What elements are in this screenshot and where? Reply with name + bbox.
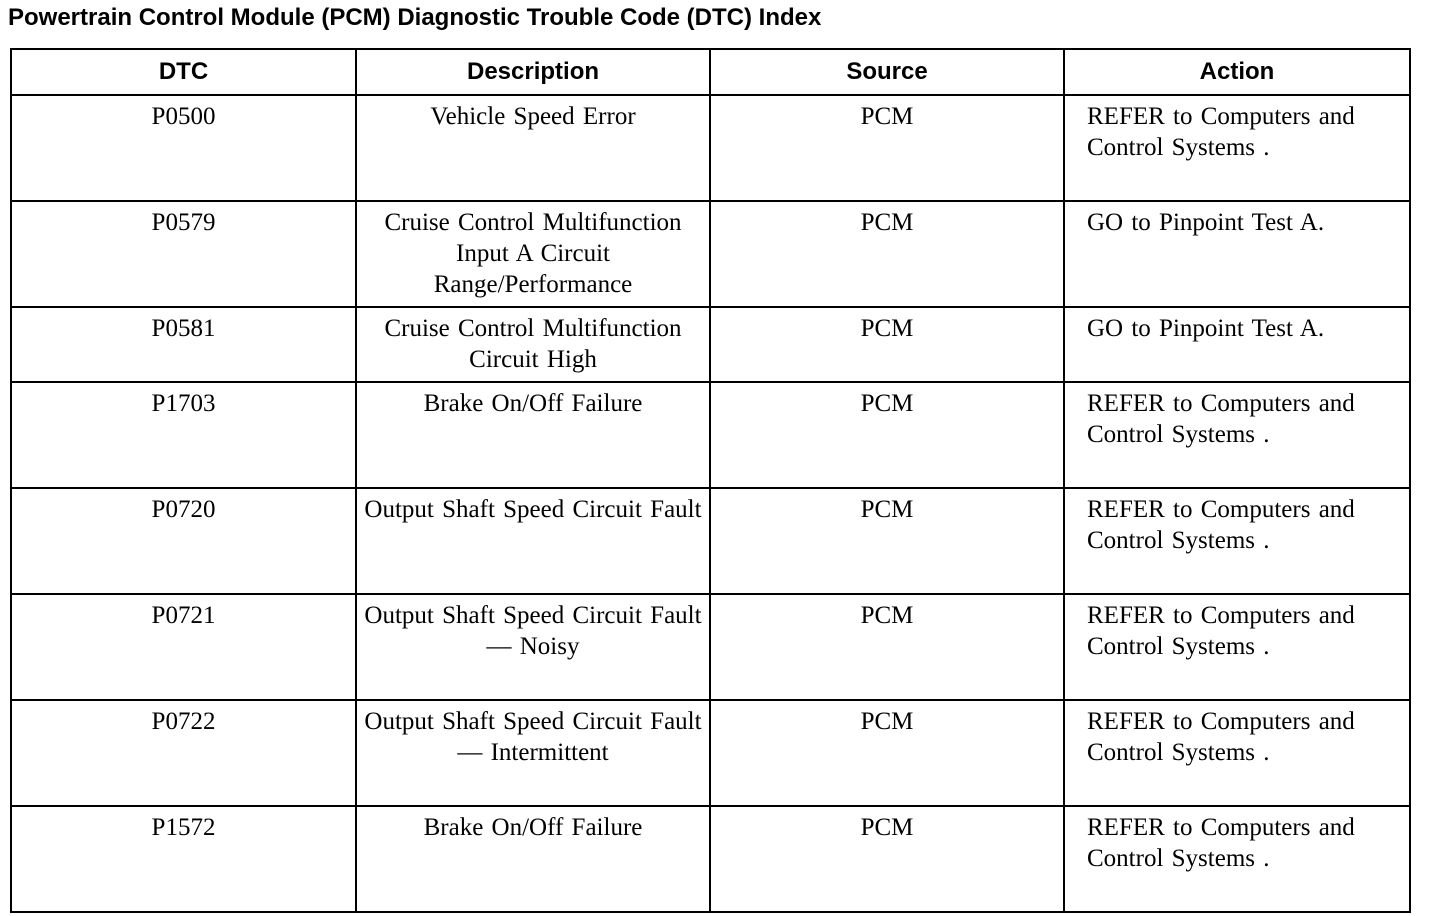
cell-description: Vehicle Speed Error [356, 95, 710, 201]
cell-action: REFER to Computers and Control Systems . [1064, 700, 1410, 806]
table-row [11, 201, 1410, 307]
cell-source: PCM [710, 488, 1064, 594]
cell-action: GO to Pinpoint Test A. [1064, 201, 1410, 307]
header-dtc: DTC [11, 49, 356, 95]
cell-dtc: P0721 [11, 594, 356, 700]
cell-description: Cruise Control Multifunction Input A Circuit Range/Performance [356, 201, 710, 307]
cell-dtc: P0722 [11, 700, 356, 806]
cell-action: REFER to Computers and Control Systems . [1064, 95, 1410, 201]
dtc-index-table [10, 48, 1411, 913]
cell-source: PCM [710, 201, 1064, 307]
table-row [11, 95, 1410, 201]
table-row [11, 700, 1410, 806]
header-action: Action [1064, 49, 1410, 95]
cell-action: REFER to Computers and Control Systems . [1064, 594, 1410, 700]
cell-description: Cruise Control Multifunction Circuit High [356, 307, 710, 382]
cell-description: Output Shaft Speed Circuit Fault [356, 488, 710, 594]
cell-dtc: P0720 [11, 488, 356, 594]
cell-source: PCM [710, 307, 1064, 382]
header-description: Description [356, 49, 710, 95]
cell-source: PCM [710, 95, 1064, 201]
cell-action: REFER to Computers and Control Systems . [1064, 382, 1410, 488]
table-row [11, 488, 1410, 594]
table-row [11, 806, 1410, 912]
cell-description: Output Shaft Speed Circuit Fault — Intermittent [356, 700, 710, 806]
cell-source: PCM [710, 382, 1064, 488]
cell-description: Brake On/Off Failure [356, 382, 710, 488]
cell-action: REFER to Computers and Control Systems . [1064, 488, 1410, 594]
cell-dtc: P0581 [11, 307, 356, 382]
cell-description: Brake On/Off Failure [356, 806, 710, 912]
cell-source: PCM [710, 594, 1064, 700]
cell-description: Output Shaft Speed Circuit Fault — Noisy [356, 594, 710, 700]
table-row [11, 382, 1410, 488]
cell-source: PCM [710, 806, 1064, 912]
cell-dtc: P0579 [11, 201, 356, 307]
cell-action: GO to Pinpoint Test A. [1064, 307, 1410, 382]
page-title: Powertrain Control Module (PCM) Diagnostic Trouble Code (DTC) Index [8, 4, 822, 31]
cell-source: PCM [710, 700, 1064, 806]
header-source: Source [710, 49, 1064, 95]
table-header-row [11, 49, 1410, 95]
table-row [11, 307, 1410, 382]
table-row [11, 594, 1410, 700]
cell-dtc: P1572 [11, 806, 356, 912]
cell-dtc: P1703 [11, 382, 356, 488]
cell-dtc: P0500 [11, 95, 356, 201]
cell-action: REFER to Computers and Control Systems . [1064, 806, 1410, 912]
